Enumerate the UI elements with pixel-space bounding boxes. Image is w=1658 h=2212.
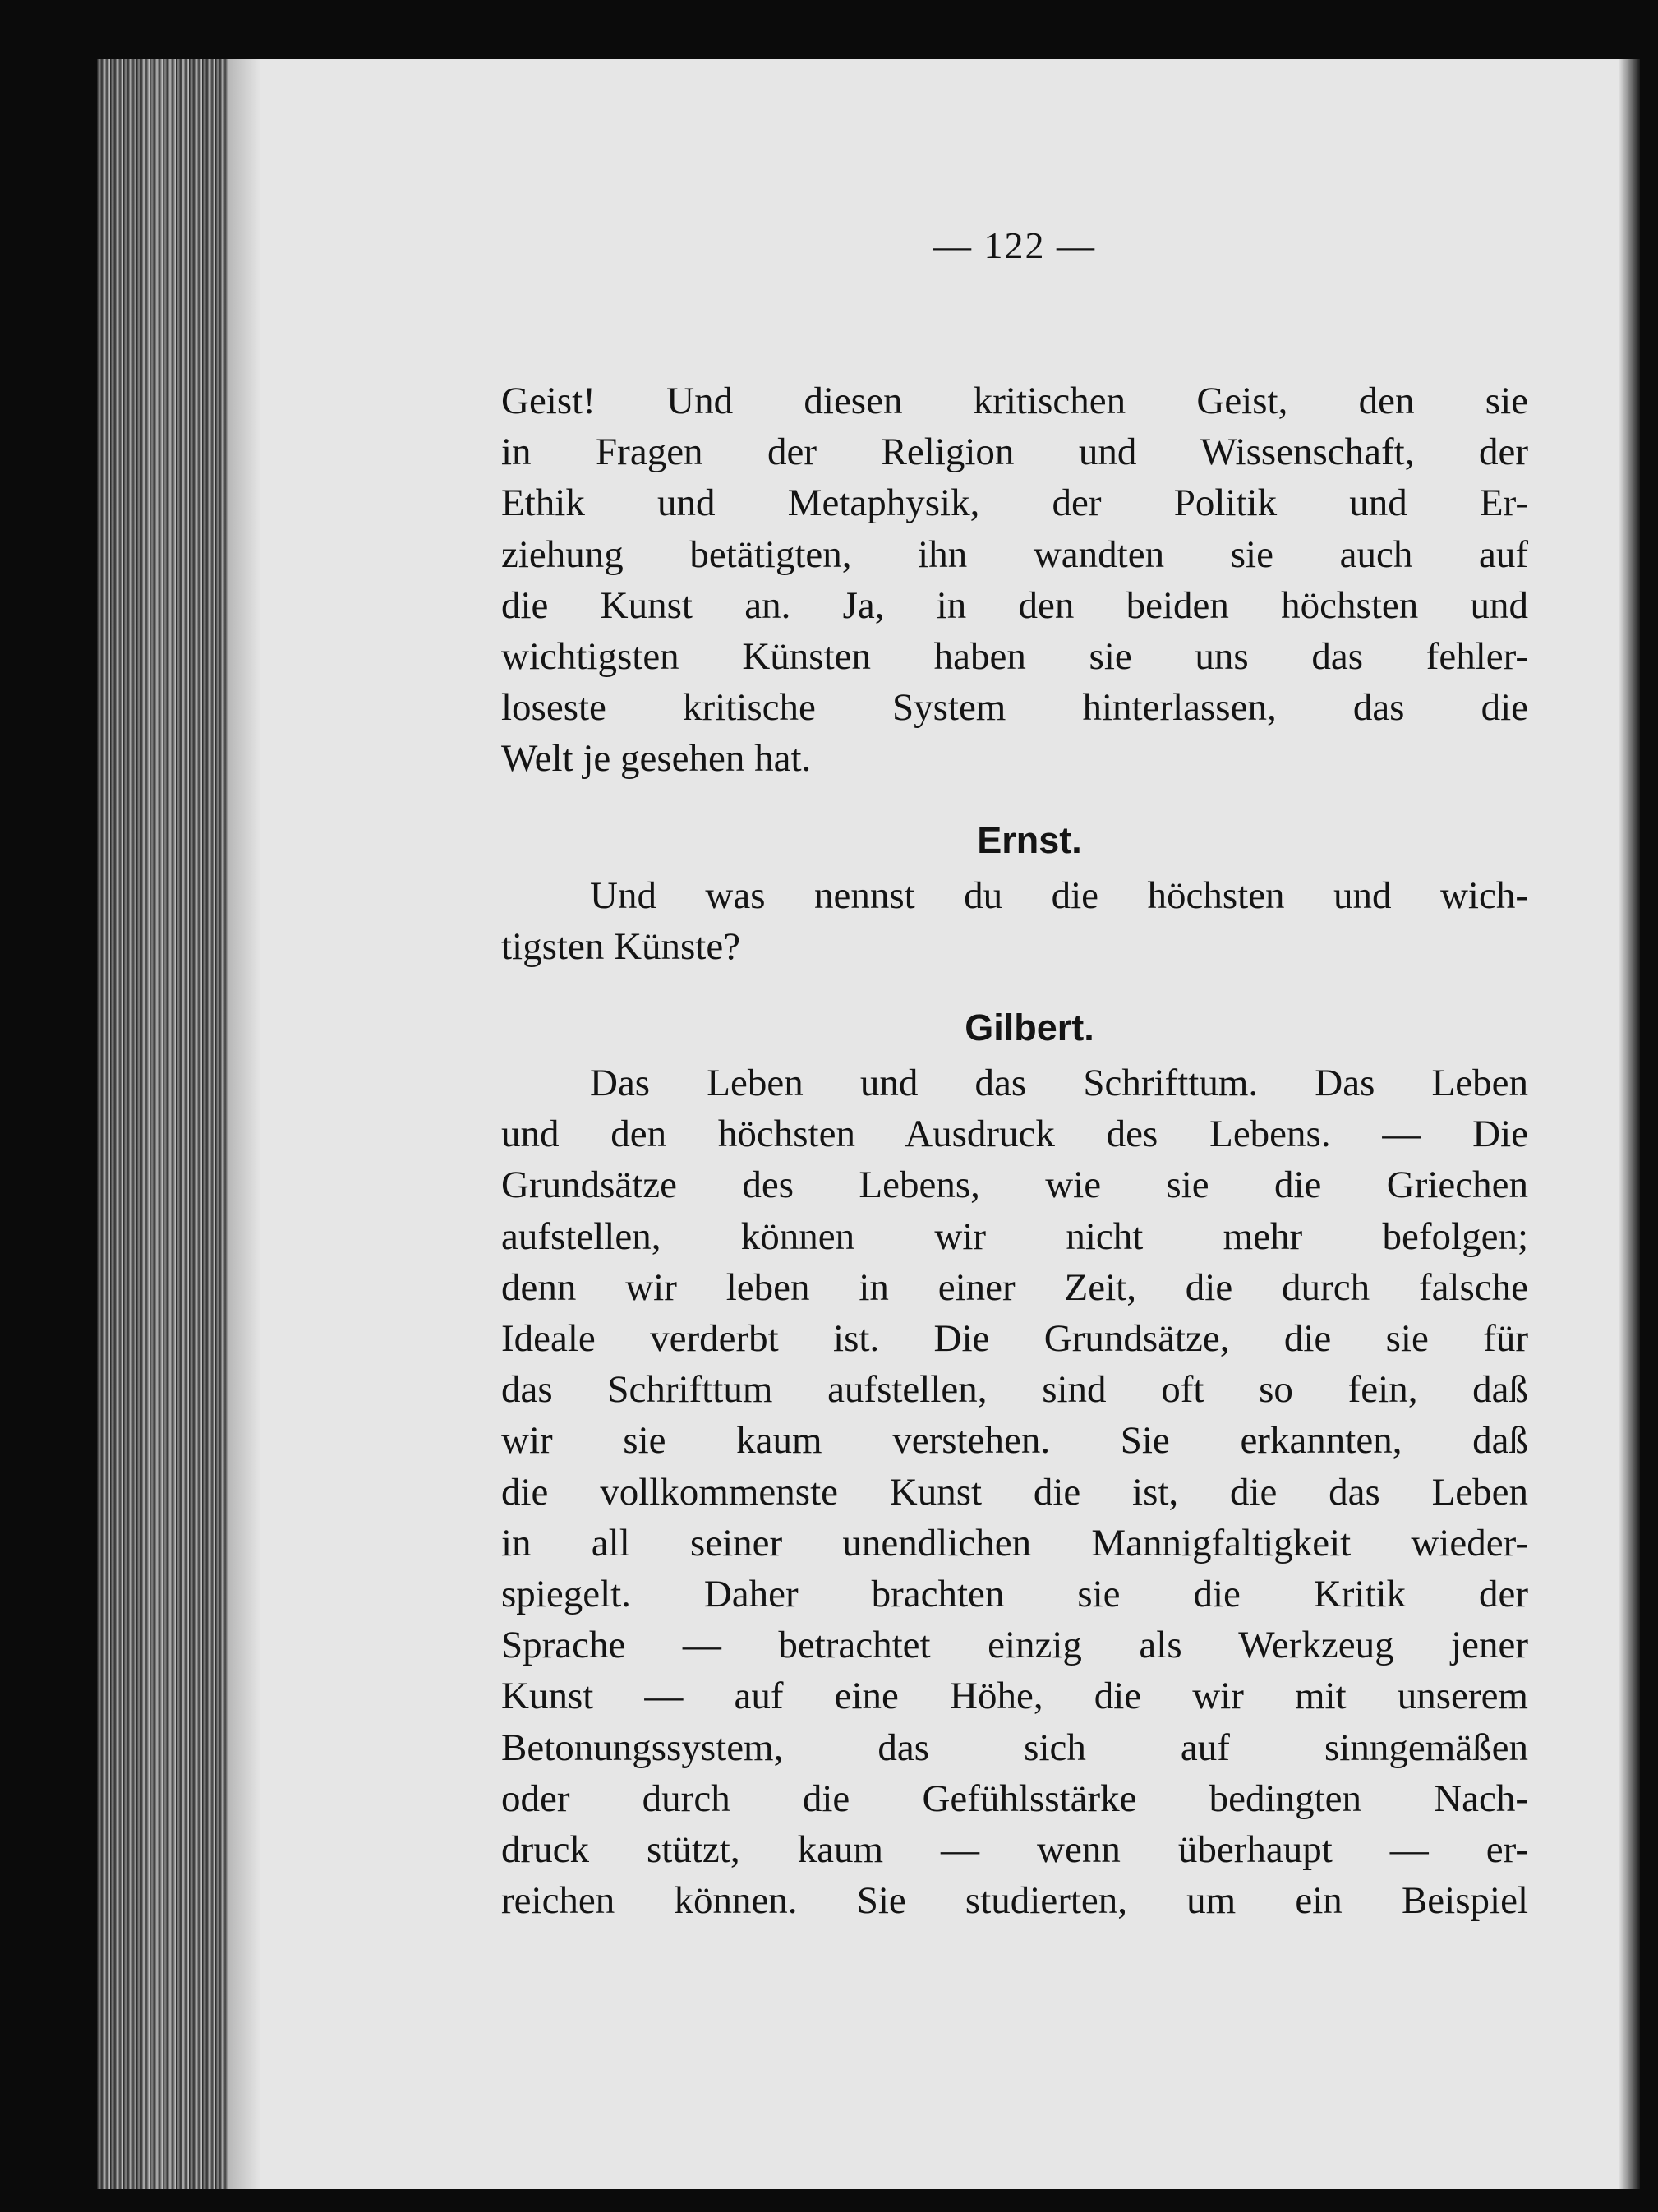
book-page [97, 59, 1640, 2189]
text-line: Grundsätze des Lebens, wie sie die Griechen [501, 1164, 1528, 1207]
page-edge-left [97, 59, 228, 2189]
text-line: die Kunst an. Ja, in den beiden höchsten und [501, 583, 1528, 627]
text-line: Welt je gesehen hat. [501, 737, 812, 781]
text-line: Das Leben und das Schrifttum. Das Leben [590, 1062, 1528, 1105]
text-line: aufstellen, können wir nicht mehr befolgen; [501, 1214, 1528, 1258]
page-edge-shadow [228, 59, 261, 2189]
speaker-heading: Ernst. [977, 818, 1082, 861]
text-line: Betonungssystem, das sich auf sinngemäßen [501, 1726, 1528, 1769]
paragraph-1 [501, 376, 1528, 785]
text-line: in all seiner unendlichen Mannigfaltigkeit wieder- [501, 1521, 1528, 1565]
text-line: spiegelt. Daher brachten sie die Kritik der [501, 1573, 1528, 1616]
text-line: reichen können. Sie studierten, um ein Beispiel [501, 1879, 1528, 1923]
text-line: Ideale verderbt ist. Die Grundsätze, die sie für [501, 1317, 1528, 1361]
page-edge-right [1619, 59, 1640, 2189]
text-line: in Fragen der Religion und Wissenschaft, der [501, 431, 1528, 474]
text-line: druck stützt, kaum — wenn überhaupt — er- [501, 1828, 1528, 1872]
speaker-heading: Gilbert. [965, 1007, 1094, 1049]
text-line: und den höchsten Ausdruck des Lebens. — Die [501, 1113, 1528, 1156]
text-line: wir sie kaum verstehen. Sie erkannten, daß [501, 1419, 1528, 1463]
paragraph-2 [501, 870, 1528, 972]
text-line: wichtigsten Künsten haben sie uns das fehler- [501, 635, 1528, 679]
text-line: loseste kritische System hinterlassen, das die [501, 686, 1528, 730]
text-line: ziehung betätigten, ihn wandten sie auch auf [501, 532, 1528, 576]
text-line: Ethik und Metaphysik, der Politik und Er- [501, 482, 1528, 525]
text-line: oder durch die Gefühlsstärke bedingten Nach- [501, 1777, 1528, 1820]
text-line: Geist! Und diesen kritischen Geist, den sie [501, 380, 1528, 422]
text-line: tigsten Künste? [501, 924, 741, 968]
text-line: Und was nennst du die höchsten und wich- [590, 873, 1528, 917]
paragraph-3 [501, 1058, 1528, 1926]
text-line: denn wir leben in einer Zeit, die durch falsche [501, 1265, 1528, 1309]
text-body [501, 376, 1528, 1926]
text-line: Kunst — auf eine Höhe, die wir mit unserem [501, 1675, 1528, 1718]
page-number: — 122 — [933, 224, 1096, 266]
text-line: die vollkommenste Kunst die ist, die das Leben [501, 1470, 1528, 1514]
text-line: das Schrifttum aufstellen, sind oft so fein, daß [501, 1368, 1528, 1412]
text-line: Sprache — betrachtet einzig als Werkzeug jener [501, 1624, 1528, 1667]
